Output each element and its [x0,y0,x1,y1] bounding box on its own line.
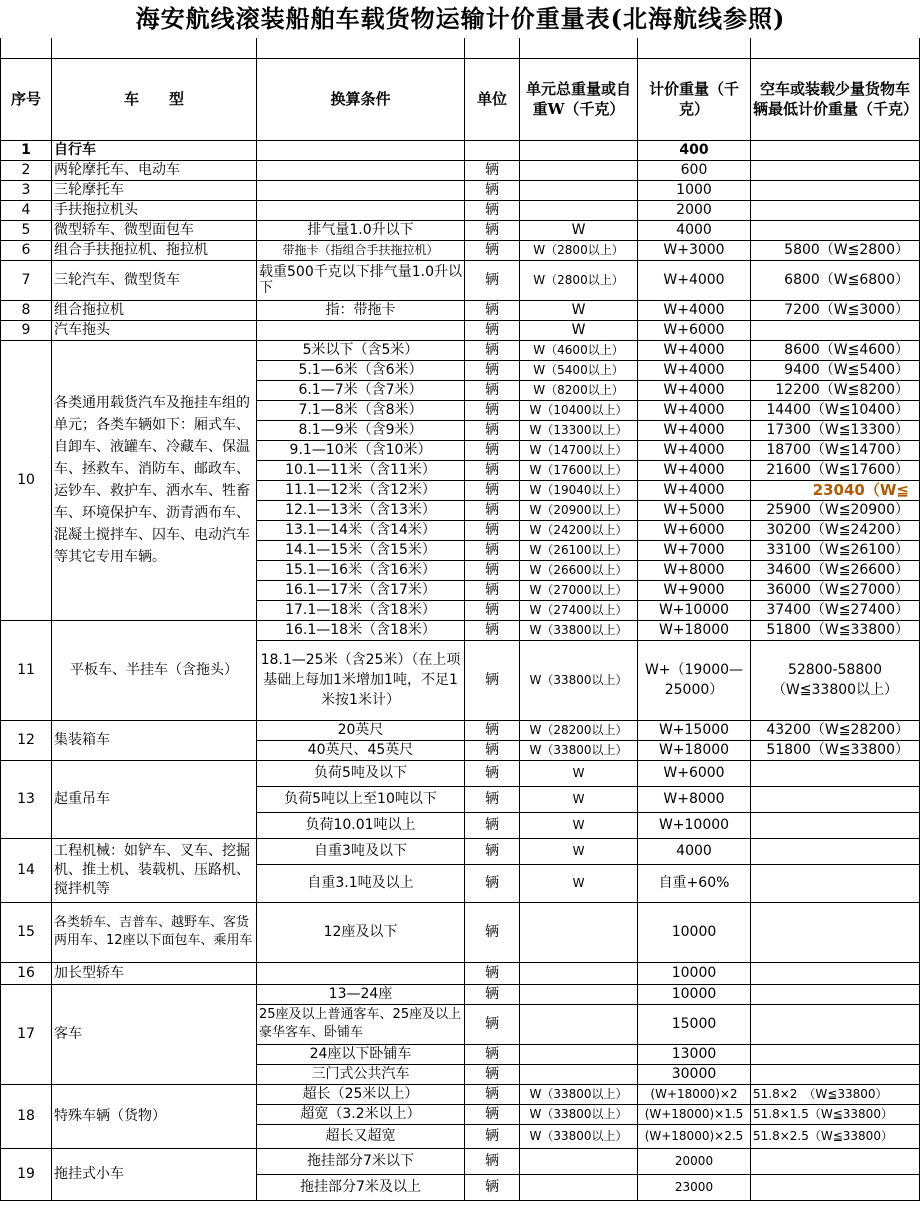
calc-cell: W+4000 [638,480,751,500]
min-cell [751,220,920,240]
seq-cell: 1 [1,140,52,160]
type-cell: 拖挂式小车 [52,1148,257,1200]
header-calc-weight: 计价重量（千克） [638,58,751,140]
unit-cell: 辆 [465,180,520,200]
cond-cell: 12座及以下 [257,902,465,962]
type-cell: 起重吊车 [52,760,257,838]
min-cell [751,1064,920,1084]
w-cell: W（10400以上） [520,400,638,420]
unit-cell: 辆 [465,640,520,720]
w-cell: W（33800以上） [520,1084,638,1104]
table-row [1,620,920,640]
w-cell: W [520,812,638,838]
unit-cell: 辆 [465,160,520,180]
min-cell [751,320,920,340]
min-cell [751,160,920,180]
type-cell: 两轮摩托车、电动车 [52,160,257,180]
cond-cell: 5.1—6米（含6米） [257,360,465,380]
spacer-cell [520,38,638,58]
header-type: 车 型 [52,58,257,140]
calc-cell: W+6000 [638,760,751,786]
seq-cell: 18 [1,1084,52,1148]
calc-cell: W+7000 [638,540,751,560]
seq-cell: 2 [1,160,52,180]
w-cell: W [520,220,638,240]
calc-cell: W+10000 [638,600,751,620]
seq-cell: 19 [1,1148,52,1200]
w-cell [520,1044,638,1064]
w-cell [520,180,638,200]
table-row [1,984,920,1004]
page-title: 海安航线滚装船舶车载货物运输计价重量表(北海航线参照) [135,4,786,33]
cond-cell [257,962,465,984]
min-cell [751,786,920,812]
cond-cell: 15.1—16米（含16米） [257,560,465,580]
unit-cell: 辆 [465,220,520,240]
calc-cell: 20000 [638,1148,751,1174]
min-cell: 34600（W≦26600） [751,560,920,580]
type-cell: 组合拖拉机 [52,300,257,320]
w-cell [520,1148,638,1174]
min-cell: 51800（W≦33800） [751,740,920,760]
calc-cell: W+4000 [638,300,751,320]
cond-cell: 排气量1.0升以下 [257,220,465,240]
seq-cell: 9 [1,320,52,340]
min-cell: 52800-58800（W≦33800以上） [751,640,920,720]
calc-cell: W+6000 [638,520,751,540]
w-cell: W（19040以上） [520,480,638,500]
cond-cell: 8.1—9米（含9米） [257,420,465,440]
w-cell: W（13300以上） [520,420,638,440]
calc-cell: 4000 [638,220,751,240]
cond-cell: 16.1—18米（含18米） [257,620,465,640]
table-row [1,140,920,160]
cond-cell [257,160,465,180]
unit-cell: 辆 [465,740,520,760]
table-row [1,320,920,340]
unit-cell: 辆 [465,1148,520,1174]
calc-cell: 13000 [638,1044,751,1064]
cond-cell: 13—24座 [257,984,465,1004]
type-cell: 平板车、半挂车（含拖头） [52,620,257,720]
w-cell: W [520,760,638,786]
cond-cell: 拖挂部分7米及以上 [257,1174,465,1200]
min-cell [751,180,920,200]
seq-cell: 4 [1,200,52,220]
calc-cell: W+4000 [638,360,751,380]
min-cell [751,140,920,160]
w-cell [520,1174,638,1200]
min-cell: 18700（W≦14700） [751,440,920,460]
calc-cell: W+4000 [638,260,751,300]
cond-cell: 9.1—10米（含10米） [257,440,465,460]
calc-cell: W+8000 [638,786,751,812]
min-cell: 37400（W≦27400） [751,600,920,620]
cond-cell: 超长（25米以上） [257,1084,465,1104]
calc-cell: W+4000 [638,340,751,360]
header-cond: 换算条件 [257,58,465,140]
w-cell [520,160,638,180]
unit-cell: 辆 [465,560,520,580]
header-row [1,58,920,140]
type-cell: 各类通用载货汽车及拖挂车组的单元；各类车辆如下：厢式车、自卸车、液罐车、冷藏车、保温车、拯救车、消防车、邮政车、运钞车、救护车、洒水车、牲畜车、环境保护车、沥青洒布车、混凝土搅拌车、囚车、电动汽车等其它专用车辆。 [52,340,257,620]
min-cell: 12200（W≦8200） [751,380,920,400]
w-cell: W（33800以上） [520,740,638,760]
w-cell: W（33800以上） [520,620,638,640]
seq-cell: 15 [1,902,52,962]
calc-cell: W+10000 [638,812,751,838]
w-cell: W（5400以上） [520,360,638,380]
cond-cell: 14.1—15米（含15米） [257,540,465,560]
unit-cell [465,140,520,160]
cond-cell: 24座以下卧铺车 [257,1044,465,1064]
calc-cell: 23000 [638,1174,751,1200]
min-cell [751,1174,920,1200]
table-row [1,902,920,962]
table-row [1,962,920,984]
type-cell: 组合手扶拖拉机、拖拉机 [52,240,257,260]
unit-cell: 辆 [465,786,520,812]
unit-cell: 辆 [465,1004,520,1044]
w-cell: W（24200以上） [520,520,638,540]
table-row [1,200,920,220]
table-row [1,300,920,320]
min-cell [751,760,920,786]
seq-cell: 6 [1,240,52,260]
w-cell: W（4600以上） [520,340,638,360]
w-cell: W（17600以上） [520,460,638,480]
min-cell: 43200（W≦28200） [751,720,920,740]
calc-cell: W+4000 [638,380,751,400]
calc-cell: 15000 [638,1004,751,1044]
cond-cell: 自重3吨及以下 [257,838,465,864]
cond-cell: 12.1—13米（含13米） [257,500,465,520]
unit-cell: 辆 [465,340,520,360]
header-unit-weight: 单元总重量或自重W（千克） [520,58,638,140]
unit-cell: 辆 [465,838,520,864]
freight-weight-table [0,38,920,1201]
unit-cell: 辆 [465,540,520,560]
cond-cell: 6.1—7米（含7米） [257,380,465,400]
unit-cell: 辆 [465,1084,520,1104]
type-cell: 汽车拖头 [52,320,257,340]
min-cell: 8600（W≦4600） [751,340,920,360]
seq-cell: 11 [1,620,52,720]
unit-cell: 辆 [465,1104,520,1124]
type-cell: 微型轿车、微型面包车 [52,220,257,240]
cond-cell: 负荷5吨及以下 [257,760,465,786]
w-cell: W（28200以上） [520,720,638,740]
type-cell: 客车 [52,984,257,1084]
unit-cell: 辆 [465,380,520,400]
min-cell [751,200,920,220]
cond-cell: 超宽（3.2米以上） [257,1104,465,1124]
unit-cell: 辆 [465,1174,520,1200]
min-cell [751,1044,920,1064]
table-row [1,260,920,300]
cond-cell: 三门式公共汽车 [257,1064,465,1084]
table-row [1,180,920,200]
calc-cell: 2000 [638,200,751,220]
calc-cell: (W+18000)×2 [638,1084,751,1104]
calc-cell: W+4000 [638,400,751,420]
unit-cell: 辆 [465,320,520,340]
min-cell: 5800（W≦2800） [751,240,920,260]
calc-cell: 4000 [638,838,751,864]
seq-cell: 10 [1,340,52,620]
w-cell: W [520,320,638,340]
cond-cell [257,200,465,220]
type-cell: 集装箱车 [52,720,257,760]
unit-cell: 辆 [465,812,520,838]
w-cell: W [520,838,638,864]
calc-cell: W+4000 [638,460,751,480]
cond-cell: 超长又超宽 [257,1124,465,1148]
min-cell [751,1148,920,1174]
table-row [1,838,920,864]
calc-cell: (W+18000)×1.5 [638,1104,751,1124]
header-min-weight: 空车或装载少量货物车辆最低计价重量（千克） [751,58,920,140]
unit-cell: 辆 [465,260,520,300]
cond-cell: 负荷5吨以上至10吨以下 [257,786,465,812]
calc-cell: 10000 [638,962,751,984]
unit-cell: 辆 [465,760,520,786]
min-cell: 17300（W≦13300） [751,420,920,440]
seq-cell: 17 [1,984,52,1084]
seq-cell: 7 [1,260,52,300]
spacer-cell [257,38,465,58]
w-cell: W（27000以上） [520,580,638,600]
min-cell: 36000（W≦27000） [751,580,920,600]
unit-cell: 辆 [465,620,520,640]
seq-cell: 12 [1,720,52,760]
min-cell: 6800（W≦6800） [751,260,920,300]
cond-cell: 指：带拖卡 [257,300,465,320]
calc-cell: 400 [638,140,751,160]
calc-cell: 自重+60% [638,864,751,902]
min-cell: 51800（W≦33800） [751,620,920,640]
unit-cell: 辆 [465,1124,520,1148]
unit-cell: 辆 [465,240,520,260]
calc-cell: W+4000 [638,420,751,440]
min-cell: 30200（W≦24200） [751,520,920,540]
cond-cell: 载重500千克以下排气量1.0升以下 [257,260,465,300]
unit-cell: 辆 [465,902,520,962]
table-row [1,760,920,786]
cond-cell: 17.1—18米（含18米） [257,600,465,620]
w-cell [520,200,638,220]
cond-cell: 40英尺、45英尺 [257,740,465,760]
min-cell: 51.8×2.5（W≦33800） [751,1124,920,1148]
cond-cell: 负荷10.01吨以上 [257,812,465,838]
seq-cell: 14 [1,838,52,902]
calc-cell: W+18000 [638,740,751,760]
calc-cell: (W+18000)×2.5 [638,1124,751,1148]
type-cell: 三轮汽车、微型货车 [52,260,257,300]
cond-cell [257,140,465,160]
w-cell: W（27400以上） [520,600,638,620]
w-cell [520,902,638,962]
unit-cell: 辆 [465,1044,520,1064]
unit-cell: 辆 [465,520,520,540]
type-cell: 手扶拖拉机头 [52,200,257,220]
type-cell: 三轮摩托车 [52,180,257,200]
calc-cell: 10000 [638,902,751,962]
w-cell [520,140,638,160]
w-cell: W（26600以上） [520,560,638,580]
w-cell: W（8200以上） [520,380,638,400]
w-cell: W（20900以上） [520,500,638,520]
unit-cell: 辆 [465,300,520,320]
min-cell [751,902,920,962]
calc-cell: W+3000 [638,240,751,260]
cond-cell: 20英尺 [257,720,465,740]
unit-cell: 辆 [465,864,520,902]
table-row [1,1148,920,1174]
cond-cell: 7.1—8米（含8米） [257,400,465,420]
unit-cell: 辆 [465,400,520,420]
w-cell: W（33800以上） [520,1104,638,1124]
seq-cell: 16 [1,962,52,984]
min-cell [751,962,920,984]
header-unit: 单位 [465,58,520,140]
w-cell: W [520,786,638,812]
min-cell: 33100（W≦26100） [751,540,920,560]
min-cell: 25900（W≦20900） [751,500,920,520]
calc-cell: 1000 [638,180,751,200]
w-cell: W [520,300,638,320]
min-cell: 51.8×1.5（W≦33800） [751,1104,920,1124]
cond-cell: 自重3.1吨及以上 [257,864,465,902]
calc-cell: 10000 [638,984,751,1004]
cond-cell: 18.1—25米（含25米）（在上项基础上每加1米增加1吨，不足1米按1米计） [257,640,465,720]
seq-cell: 13 [1,760,52,838]
table-row [1,240,920,260]
header-seq: 序号 [1,58,52,140]
type-cell: 各类轿车、吉普车、越野车、客货两用车、12座以下面包车、乘用车 [52,902,257,962]
type-cell: 特殊车辆（货物） [52,1084,257,1148]
cond-cell: 11.1—12米（含12米） [257,480,465,500]
spacer-cell [465,38,520,58]
min-cell [751,984,920,1004]
cond-cell [257,180,465,200]
unit-cell: 辆 [465,460,520,480]
seq-cell: 8 [1,300,52,320]
seq-cell: 3 [1,180,52,200]
calc-cell: W+15000 [638,720,751,740]
unit-cell: 辆 [465,580,520,600]
unit-cell: 辆 [465,962,520,984]
calc-cell: W+6000 [638,320,751,340]
unit-cell: 辆 [465,600,520,620]
cond-cell: 5米以下（含5米） [257,340,465,360]
unit-cell: 辆 [465,720,520,740]
w-cell: W（33800以上） [520,640,638,720]
unit-cell: 辆 [465,360,520,380]
min-cell: 51.8×2 （W≦33800） [751,1084,920,1104]
calc-cell: W+8000 [638,560,751,580]
calc-cell: W+（19000—25000） [638,640,751,720]
w-cell: W（2800以上） [520,240,638,260]
w-cell [520,984,638,1004]
min-cell [751,812,920,838]
calc-cell: W+9000 [638,580,751,600]
cond-cell: 16.1—17米（含17米） [257,580,465,600]
spacer-cell [751,38,920,58]
unit-cell: 辆 [465,200,520,220]
cond-cell: 带拖卡（指组合手扶拖拉机） [257,240,465,260]
w-cell: W（26100以上） [520,540,638,560]
unit-cell: 辆 [465,420,520,440]
table-row [1,1084,920,1104]
spacer-cell [52,38,257,58]
w-cell [520,1004,638,1044]
min-cell: 21600（W≦17600） [751,460,920,480]
spacer-cell [638,38,751,58]
min-cell: 9400（W≦5400） [751,360,920,380]
calc-cell: 30000 [638,1064,751,1084]
calc-cell: W+5000 [638,500,751,520]
type-cell: 加长型轿车 [52,962,257,984]
min-cell [751,864,920,902]
calc-cell: W+4000 [638,440,751,460]
min-cell [751,838,920,864]
spacer-cell [1,38,52,58]
table-row [1,720,920,740]
cond-cell [257,320,465,340]
min-cell: 7200（W≦3000） [751,300,920,320]
table-row [1,340,920,360]
w-cell: W（14700以上） [520,440,638,460]
min-cell [751,1004,920,1044]
table-row [1,160,920,180]
w-cell [520,962,638,984]
unit-cell: 辆 [465,440,520,460]
type-cell: 工程机械：如铲车、叉车、挖掘机、推土机、装载机、压路机、搅拌机等 [52,838,257,902]
cond-cell: 拖挂部分7米以下 [257,1148,465,1174]
unit-cell: 辆 [465,984,520,1004]
w-cell: W（33800以上） [520,1124,638,1148]
w-cell: W（2800以上） [520,260,638,300]
calc-cell: W+18000 [638,620,751,640]
min-cell: 14400（W≦10400） [751,400,920,420]
calc-cell: 600 [638,160,751,180]
table-row [1,220,920,240]
unit-cell: 辆 [465,500,520,520]
unit-cell: 辆 [465,1064,520,1084]
type-cell: 自行车 [52,140,257,160]
min-cell-highlight: 23040（W≦ [751,480,920,500]
w-cell: W [520,864,638,902]
cond-cell: 13.1—14米（含14米） [257,520,465,540]
w-cell [520,1064,638,1084]
unit-cell: 辆 [465,480,520,500]
cond-cell: 10.1—11米（含11米） [257,460,465,480]
seq-cell: 5 [1,220,52,240]
cond-cell: 25座及以上普通客车、25座及以上豪华客车、卧铺车 [257,1004,465,1044]
